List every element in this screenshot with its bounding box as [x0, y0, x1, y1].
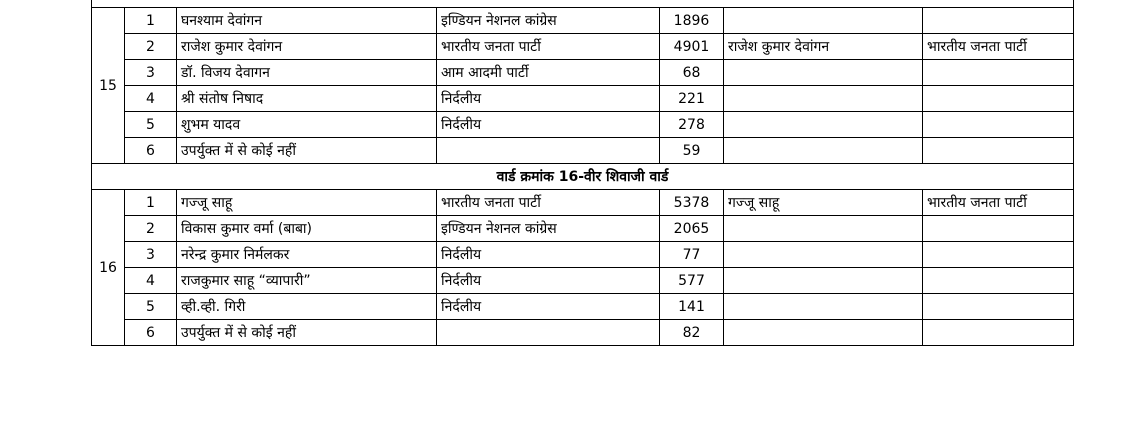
table-row [92, 216, 1074, 242]
winner-party [923, 138, 1074, 164]
serial-number: 4 [125, 268, 177, 294]
table-row [92, 60, 1074, 86]
serial-number: 2 [125, 216, 177, 242]
table-row [92, 294, 1074, 320]
candidate-name: नरेन्द्र कुमार निर्मलकर [177, 242, 437, 268]
ward-number-cell: 16 [92, 190, 125, 346]
winner-party [923, 294, 1074, 320]
table-row [92, 320, 1074, 346]
winner-party [923, 320, 1074, 346]
candidate-name: शुभम यादव [177, 112, 437, 138]
party-name: भारतीय जनता पार्टी [437, 34, 660, 60]
candidate-name: गज्जू साहू [177, 190, 437, 216]
party-name: भारतीय जनता पार्टी [437, 190, 660, 216]
table-row [92, 86, 1074, 112]
party-name: निर्दलीय [437, 268, 660, 294]
candidate-name: राजकुमार साहू “व्यापारी” [177, 268, 437, 294]
votes-count: 4901 [660, 34, 724, 60]
winner-party [923, 112, 1074, 138]
serial-number: 6 [125, 138, 177, 164]
party-name: आम आदमी पार्टी [437, 60, 660, 86]
party-name: निर्दलीय [437, 294, 660, 320]
candidate-name: उपर्युक्त में से कोई नहीं [177, 320, 437, 346]
party-name: निर्दलीय [437, 242, 660, 268]
votes-count: 82 [660, 320, 724, 346]
votes-count: 59 [660, 138, 724, 164]
previous-ward-header-strip [92, 0, 1074, 8]
ward-header-row [92, 164, 1074, 190]
votes-count: 5378 [660, 190, 724, 216]
winner-party: भारतीय जनता पार्टी [923, 34, 1074, 60]
votes-count: 221 [660, 86, 724, 112]
serial-number: 1 [125, 190, 177, 216]
winner-party [923, 8, 1074, 34]
votes-count: 278 [660, 112, 724, 138]
candidate-name: डॉ. विजय देवागन [177, 60, 437, 86]
serial-number: 3 [125, 60, 177, 86]
party-name: निर्दलीय [437, 86, 660, 112]
table-row [92, 268, 1074, 294]
table-row [92, 190, 1074, 216]
table-row [92, 112, 1074, 138]
candidate-name: व्ही.व्ही. गिरी [177, 294, 437, 320]
winner-name: राजेश कुमार देवांगन [724, 34, 923, 60]
winner-name [724, 86, 923, 112]
table-row [92, 242, 1074, 268]
winner-name [724, 216, 923, 242]
party-name: इण्डियन नेशनल कांग्रेस [437, 8, 660, 34]
winner-name [724, 112, 923, 138]
votes-count: 2065 [660, 216, 724, 242]
serial-number: 5 [125, 294, 177, 320]
votes-count: 68 [660, 60, 724, 86]
winner-name [724, 294, 923, 320]
table-row [92, 138, 1074, 164]
winner-party [923, 268, 1074, 294]
votes-count: 577 [660, 268, 724, 294]
winner-name: गज्जू साहू [724, 190, 923, 216]
votes-count: 77 [660, 242, 724, 268]
election-results-table [91, 0, 1074, 346]
serial-number: 4 [125, 86, 177, 112]
winner-party [923, 242, 1074, 268]
winner-name [724, 138, 923, 164]
winner-name [724, 8, 923, 34]
party-name: इण्डियन नेशनल कांग्रेस [437, 216, 660, 242]
winner-party [923, 86, 1074, 112]
previous-ward-header-cell [92, 0, 1074, 8]
ward-number-cell: 15 [92, 8, 125, 164]
winner-party [923, 216, 1074, 242]
party-name [437, 138, 660, 164]
candidate-name: श्री संतोष निषाद [177, 86, 437, 112]
winner-name [724, 60, 923, 86]
table-row [92, 8, 1074, 34]
table-row [92, 34, 1074, 60]
candidate-name: राजेश कुमार देवांगन [177, 34, 437, 60]
party-name [437, 320, 660, 346]
winner-name [724, 320, 923, 346]
serial-number: 2 [125, 34, 177, 60]
serial-number: 1 [125, 8, 177, 34]
serial-number: 3 [125, 242, 177, 268]
winner-party: भारतीय जनता पार्टी [923, 190, 1074, 216]
party-name: निर्दलीय [437, 112, 660, 138]
serial-number: 5 [125, 112, 177, 138]
winner-name [724, 242, 923, 268]
ward-header: वार्ड क्रमांक 16-वीर शिवाजी वार्ड [92, 164, 1074, 190]
serial-number: 6 [125, 320, 177, 346]
candidate-name: घनश्याम देवांगन [177, 8, 437, 34]
votes-count: 141 [660, 294, 724, 320]
winner-party [923, 60, 1074, 86]
winner-name [724, 268, 923, 294]
votes-count: 1896 [660, 8, 724, 34]
candidate-name: विकास कुमार वर्मा (बाबा) [177, 216, 437, 242]
candidate-name: उपर्युक्त में से कोई नहीं [177, 138, 437, 164]
